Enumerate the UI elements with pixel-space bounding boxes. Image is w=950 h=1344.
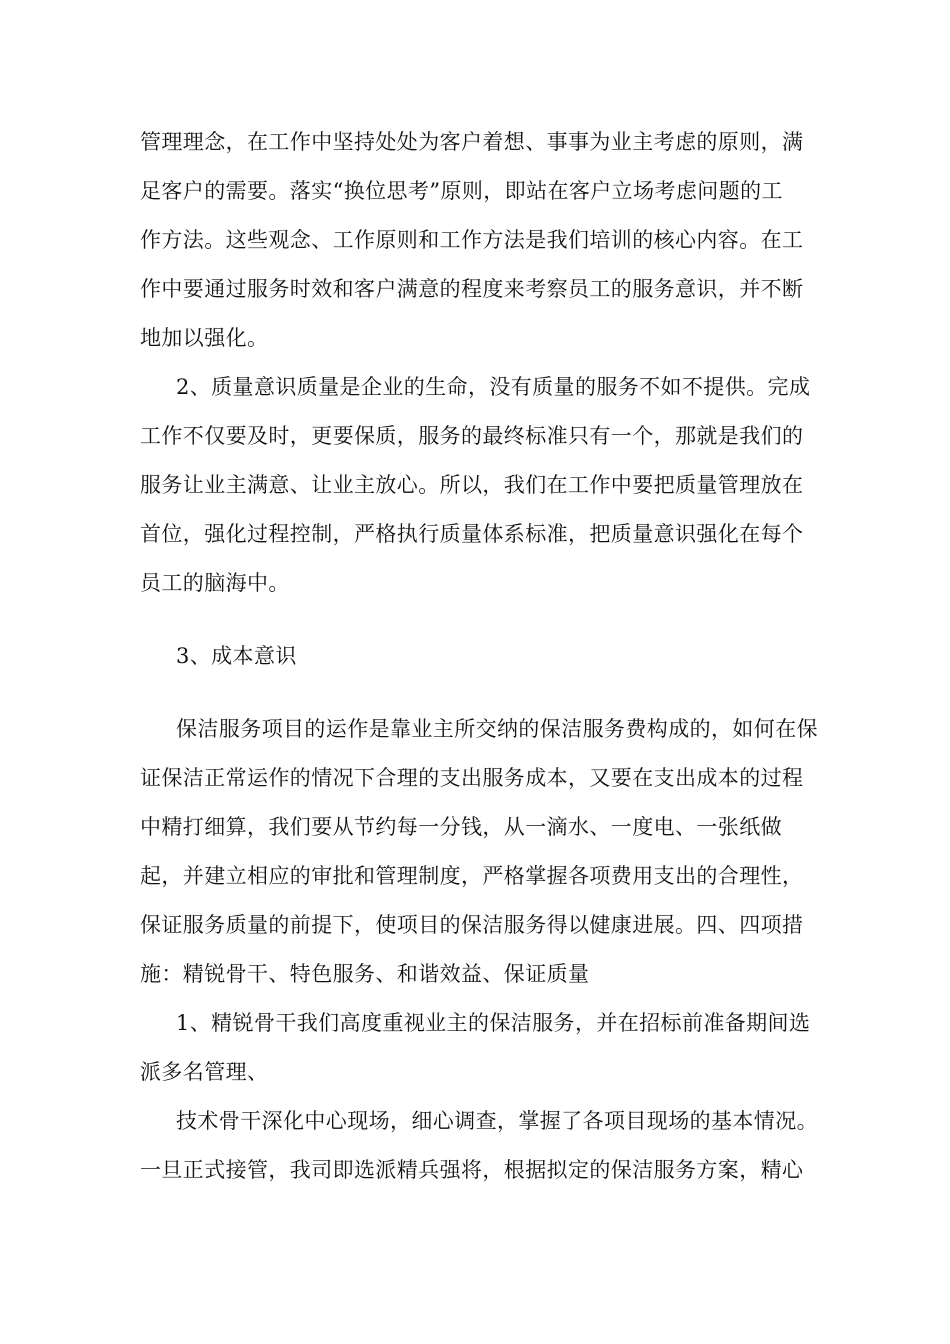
text-line: 中精打细算，我们要从节约每一分钱，从一滴水、一度电、一张纸做	[140, 815, 782, 839]
text-line: 一旦正式接管，我司即选派精兵强将，根据拟定的保洁服务方案，精心	[140, 1158, 804, 1182]
text-line: 作方法。这些观念、工作原则和工作方法是我们培训的核心内容。在工	[140, 228, 804, 252]
text-line: 2、质量意识质量是企业的生命，没有质量的服务不如不提供。完成	[176, 375, 811, 399]
text-line: 保证服务质量的前提下，使项目的保洁服务得以健康进展。四、四项措	[140, 913, 804, 937]
paragraph-spacer	[140, 681, 820, 705]
text-line: 起，并建立相应的审批和管理制度，严格掌握各项费用支出的合理性，	[140, 864, 804, 888]
paragraph-service-awareness-continued	[140, 118, 820, 363]
text-line: 工作不仅要及时，更要保质，服务的最终标准只有一个，那就是我们的	[140, 424, 804, 448]
heading-cost-awareness	[140, 632, 820, 681]
paragraph-elite-backbone	[140, 999, 820, 1097]
paragraph-spacer	[140, 608, 820, 632]
text-line: 作中要通过服务时效和客户满意的程度来考察员工的服务意识，并不断	[140, 277, 804, 301]
text-line: 施：精锐骨干、特色服务、和谐效益、保证质量	[140, 962, 590, 986]
text-line: 保洁服务项目的运作是靠业主所交纳的保洁服务费构成的，如何在保	[176, 717, 818, 741]
document-body	[140, 118, 820, 1195]
text-line: 管理理念，在工作中坚持处处为客户着想、事事为业主考虑的原则，满	[140, 130, 804, 154]
text-line: 3、成本意识	[176, 644, 297, 668]
text-line: 证保洁正常运作的情况下合理的支出服务成本，又要在支出成本的过程	[140, 766, 804, 790]
text-line: 派多名管理、	[140, 1060, 269, 1084]
text-line: 足客户的需要。落实“换位思考”原则，即站在客户立场考虑问题的工	[140, 179, 783, 203]
text-line: 服务让业主满意、让业主放心。所以，我们在工作中要把质量管理放在	[140, 473, 804, 497]
text-line: 技术骨干深化中心现场，细心调查，掌握了各项目现场的基本情况。	[176, 1109, 818, 1133]
paragraph-cost-awareness	[140, 705, 820, 999]
text-line: 地加以强化。	[140, 326, 269, 350]
text-line: 1、精锐骨干我们高度重视业主的保洁服务，并在招标前准备期间选	[176, 1011, 811, 1035]
text-line: 员工的脑海中。	[140, 571, 290, 595]
paragraph-quality-awareness	[140, 363, 820, 608]
paragraph-technical-backbone	[140, 1097, 820, 1195]
text-line: 首位，强化过程控制，严格执行质量体系标准，把质量意识强化在每个	[140, 522, 804, 546]
